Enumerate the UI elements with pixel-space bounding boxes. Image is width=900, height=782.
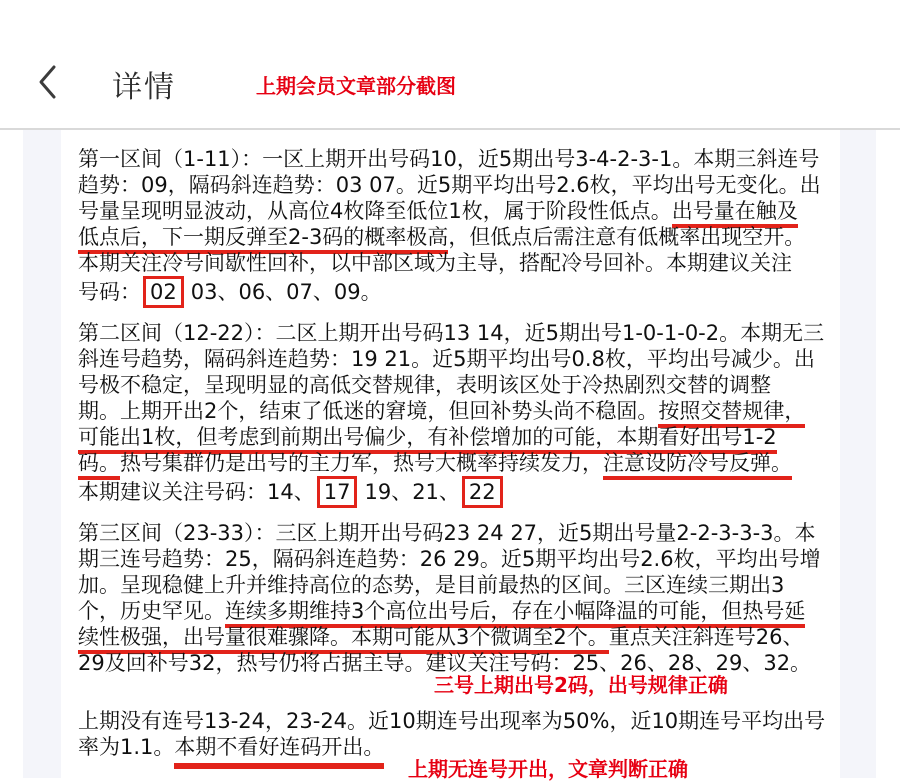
red-underlined-text: 出号量在触及 [672, 199, 798, 228]
text-line [78, 398, 876, 424]
red-underlined-text: 本期不看好连码开出。 [174, 735, 384, 769]
red-underlined-text: 按照交替规律， [658, 399, 805, 428]
text-line [78, 424, 876, 450]
text-line [78, 198, 876, 224]
left-margin-strip [23, 130, 61, 778]
text-segment: 期三连号趋势：25，隔码斜连趋势：26 29。近5期平均出号2.6枚，平均出号增 [78, 547, 821, 571]
text-segment: 率为1.1。 [78, 735, 175, 759]
text-segment: 号码： [78, 280, 141, 304]
header-annotation: 上期会员文章部分截图 [256, 74, 456, 98]
text-line [78, 450, 876, 476]
page-title: 详情 [112, 70, 176, 105]
article-paragraph [78, 146, 876, 308]
text-line [78, 250, 876, 276]
text-line [78, 146, 876, 172]
text-segment: 19、21、 [364, 480, 460, 504]
back-button[interactable] [32, 64, 62, 102]
review-note: 上期无连号开出，文章判断正确 [408, 757, 688, 781]
text-line [78, 546, 876, 572]
boxed-number: 17 [317, 476, 358, 508]
text-segment: 上期没有连号13-24，23-24。近10期连号出现率为50%，近10期连号平均出号 [78, 709, 826, 733]
red-underlined-text: 低点后，下一期反弹至2-3码的概率极高 [78, 225, 448, 254]
text-line [78, 476, 876, 508]
header [0, 0, 900, 130]
text-segment: 第二区间（12-22）：二区上期开出号码13 14，近5期出号1-0-1-0-2。本期无三 [78, 321, 825, 345]
text-segment: 号极不稳定，呈现明显的高低交替规律，表明该区处于冷热剧烈交替的调整 [78, 373, 771, 397]
chevron-left-icon [35, 88, 59, 103]
text-line [78, 520, 876, 546]
article-paragraph [78, 708, 876, 760]
boxed-number: 02 [143, 276, 184, 308]
text-segment: 本期关注冷号间歇性回补，以中部区域为主导，搭配冷号回补。本期建议关注 [78, 251, 792, 275]
text-line [78, 624, 876, 650]
red-underlined-text: 可能出1枚，但考虑到前期出号偏少，有补偿增加的可能，本期看好出号1-2 [78, 425, 777, 454]
boxed-number: 22 [462, 476, 503, 508]
text-segment: 重点关注斜连号26、 [608, 625, 804, 649]
red-underlined-text: 续性极强，出号量很难骤降。 [78, 625, 351, 654]
text-line [78, 572, 876, 598]
text-segment: 趋势：09，隔码斜连趋势：03 07。近5期平均出号2.6枚，平均出号无变化。出 [78, 173, 821, 197]
article-paragraph [78, 320, 876, 508]
text-segment: 斜连号趋势，隔码斜连趋势：19 21。近5期平均出号0.8枚，平均出号减少。出 [78, 347, 815, 371]
red-underlined-text: 注意设防冷号反弹。 [603, 451, 792, 480]
text-line [78, 372, 876, 398]
text-line [78, 276, 876, 308]
text-segment: ，但低点后需注意有低概率出现空开。 [448, 225, 806, 249]
text-segment: 29及回补号32，热号仍将占据主导。建议关注号码：25、26、28、29、32。 [78, 651, 812, 675]
text-segment: 03、06、07、09。 [190, 280, 382, 304]
red-underlined-text: 本期可能从3个微调至2个。 [351, 625, 609, 654]
text-line [78, 346, 876, 372]
text-line [78, 172, 876, 198]
text-line [78, 320, 876, 346]
red-underlined-text: 连续多期维持3个高位出号后，存在小幅降温的可能，但热号延 [225, 599, 805, 628]
review-note: 三号上期出号2码，出号规律正确 [434, 673, 728, 697]
text-line [78, 598, 876, 624]
red-underlined-text: 码。 [78, 451, 120, 480]
text-segment: 本期建议关注号码：14、 [78, 480, 315, 504]
text-line [78, 224, 876, 250]
text-segment: 期。上期开出2个，结束了低迷的窘境，但回补势头尚不稳固。 [78, 399, 659, 423]
text-segment: 第一区间（1-11）：一区上期开出号码10，近5期出号3-4-2-3-1。本期三斜连号 [78, 147, 820, 171]
text-segment: 第三区间（23-33）：三区上期开出号码23 24 27，近5期出号量2-2-3-3-3。本 [78, 521, 816, 545]
article-body [78, 146, 876, 782]
article-paragraph [78, 520, 876, 676]
text-line [78, 708, 876, 734]
text-segment: 个，历史罕见。 [78, 599, 225, 623]
content-area [0, 130, 900, 781]
text-segment: 热号集群仍是出号的主力军，热号大概率持续发力， [120, 451, 603, 475]
text-segment: 加。呈现稳健上升并维持高位的态势，是目前最热的区间。三区连续三期出3 [78, 573, 785, 597]
text-segment: 号量呈现明显波动，从高位4枚降至低位1枚，属于阶段性低点。 [78, 199, 672, 223]
